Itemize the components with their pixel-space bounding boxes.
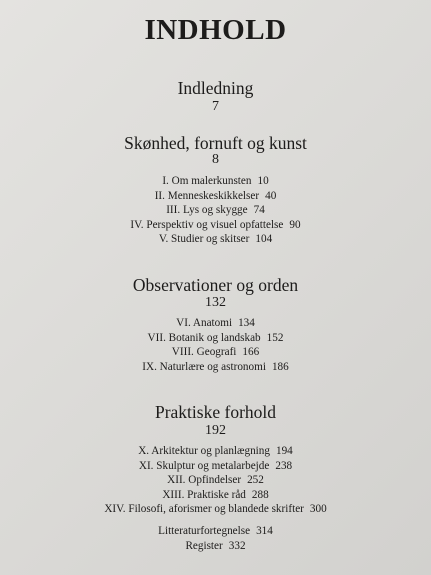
chapter-entry	[0, 473, 431, 488]
chapter-label: VII. Botanik og landskab	[147, 331, 261, 344]
chapter-entry	[0, 345, 431, 360]
chapter-label: I. Om malerkunsten	[162, 175, 252, 187]
chapter-label: XIV. Filosofi, aforismer og blandede skrifter	[104, 503, 304, 516]
chapter-page-number: 10	[257, 175, 269, 187]
chapter-label: XII. Opfindelser	[167, 474, 242, 487]
chapter-page-number: 194	[275, 445, 293, 457]
chapter-entry	[0, 488, 431, 503]
chapter-entry	[0, 232, 431, 247]
chapter-page-number: 90	[289, 218, 301, 231]
section-heading-indledning: Indledning	[177, 78, 254, 98]
chapter-label: IV. Perspektiv og visuel opfattelse	[130, 218, 284, 231]
chapter-entry	[0, 360, 431, 375]
chapter-label: XI. Skulptur og metalarbejde	[138, 459, 270, 472]
appendix-entry	[0, 539, 431, 554]
chapter-entry	[0, 203, 431, 218]
chapter-page-number: 238	[275, 459, 293, 472]
section-heading-praktiske: Praktiske forhold	[154, 402, 277, 422]
chapter-page-number: 152	[266, 331, 284, 344]
section-page-observationer: 132	[205, 295, 226, 310]
appendix-page-number: 314	[256, 525, 273, 537]
chapter-page-number: 186	[271, 360, 289, 373]
chapter-entry	[0, 218, 431, 233]
section-page-indledning: 7	[212, 99, 219, 114]
chapter-entry	[0, 444, 431, 459]
section-heading-observationer: Observationer og orden	[132, 275, 299, 295]
chapter-list-observationer	[0, 316, 431, 374]
chapter-entry	[0, 189, 431, 204]
appendix-list	[0, 524, 431, 553]
chapter-label: XIII. Praktiske råd	[162, 488, 246, 501]
chapter-page-number: 166	[242, 346, 260, 359]
chapter-page-number: 104	[255, 233, 273, 246]
section-page-skonhed: 8	[212, 152, 219, 167]
chapter-page-number: 134	[238, 317, 255, 329]
chapter-list-praktiske	[0, 444, 431, 517]
section-heading-skonhed: Skønhed, fornuft og kunst	[124, 133, 307, 153]
chapter-label: X. Arkitektur og planlægning	[138, 445, 270, 457]
chapter-page-number: 252	[247, 474, 264, 487]
appendix-entry	[0, 524, 431, 539]
section-page-praktiske: 192	[205, 423, 226, 438]
chapter-label: V. Studier og skitser	[158, 233, 250, 246]
chapter-page-number: 300	[309, 503, 327, 516]
chapter-page-number: 288	[251, 488, 269, 501]
chapter-list-skonhed	[0, 174, 431, 247]
appendix-page-number: 332	[228, 539, 246, 552]
chapter-entry	[0, 174, 431, 189]
chapter-label: VI. Anatomi	[176, 317, 233, 329]
appendix-label: Litteraturfortegnelse	[158, 525, 251, 537]
chapter-label: III. Lys og skygge	[166, 204, 248, 217]
chapter-entry	[0, 459, 431, 474]
chapter-label: IX. Naturlære og astronomi	[142, 360, 266, 373]
chapter-entry	[0, 316, 431, 331]
appendix-label: Register	[185, 539, 223, 552]
chapter-entry	[0, 331, 431, 346]
chapter-label: II. Menneskeskikkelser	[154, 189, 260, 202]
chapter-entry	[0, 502, 431, 517]
chapter-page-number: 74	[253, 204, 265, 217]
chapter-label: VIII. Geografi	[171, 346, 237, 359]
chapter-page-number: 40	[265, 189, 277, 202]
toc-title: INDHOLD	[144, 14, 287, 46]
